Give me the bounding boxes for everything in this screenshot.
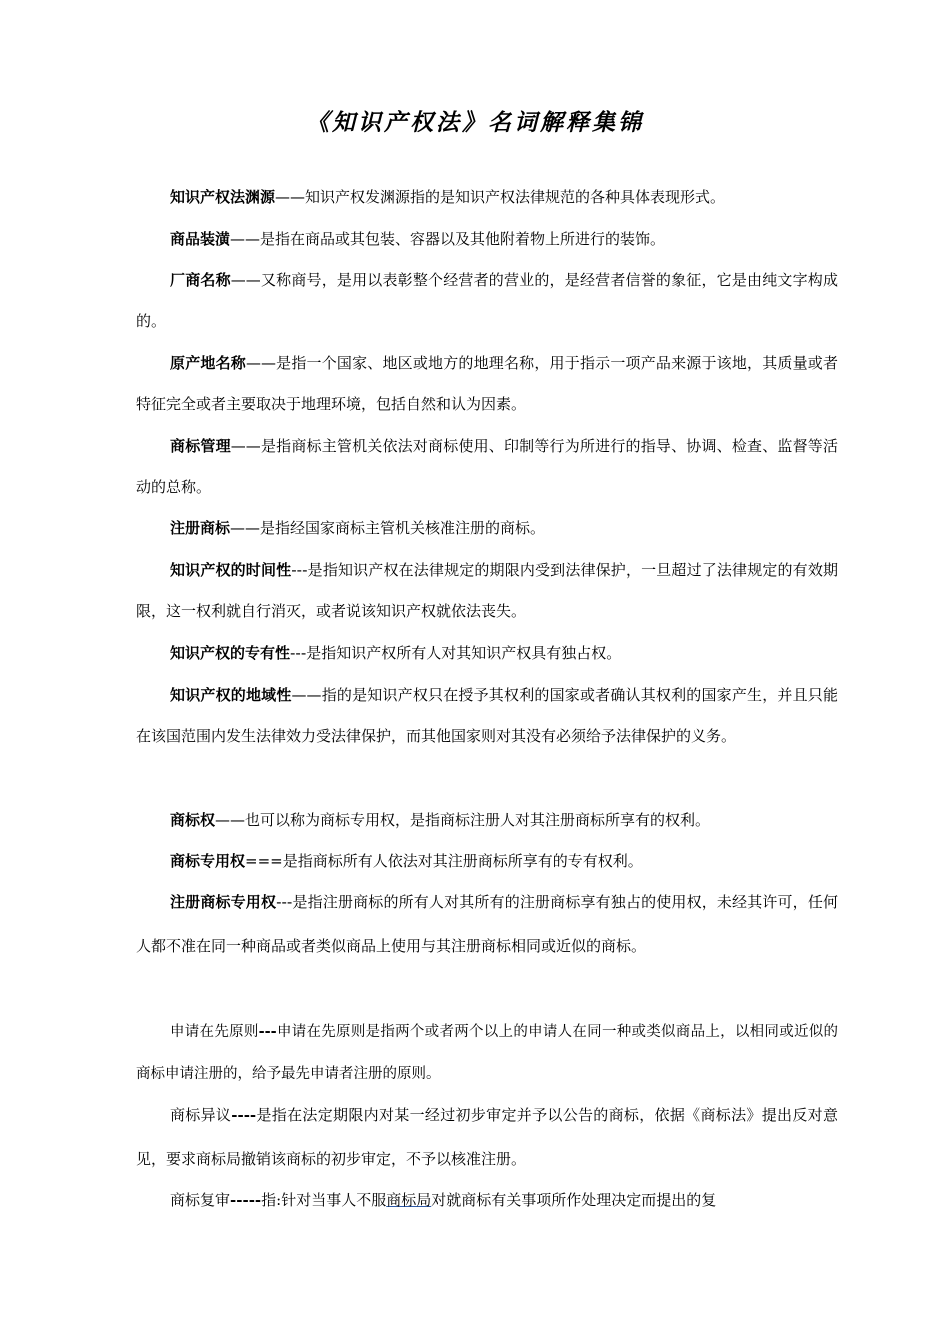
definition: 是指商标主管机关依法对商标使用、印制等行为所进行的指导、协调、检查、监督等活动的总称。 [136,437,838,496]
definition: 指的是知识产权只在授予其权利的国家或者确认其权利的国家产生，并且只能在该国范围内发生法律效力受法律保护，而其他国家则对其没有必须给予法律保护的义务。 [136,686,838,745]
definition: 知识产权发渊源指的是知识产权法律规范的各种具体表现形式。 [305,188,726,206]
definition-entry [136,1093,838,1181]
definition: 又称商号，是用以表彰整个经营者的营业的，是经营者信誉的象征，它是由纯文字构成的。 [136,271,838,330]
definition: 是指商标所有人依法对其注册商标所享有的专有权利。 [282,852,643,870]
term: 注册商标专用权 [170,893,277,911]
term: 知识产权法渊源 [170,188,276,206]
document-title: 《知识产权法》名词解释集锦 [306,109,644,136]
separator: —— [230,437,261,455]
definition: 是指知识产权在法律规定的期限内受到法律保护，一旦超过了法律规定的有效期限，这一权利就自行消灭，或者说该知识产权就依法丧失。 [136,561,838,620]
definition-entry [136,675,838,757]
separator: —— [215,811,246,829]
hyperlink-trademark-office[interactable]: 商标局 [386,1191,432,1209]
definition-entry [136,550,838,632]
separator: --- [290,644,307,662]
definition: 也可以称为商标专用权，是指商标注册人对其注册商标所享有的权利。 [245,811,711,829]
term: 商标复审 [170,1191,231,1209]
term: 知识产权的专有性 [170,644,291,662]
definition-entry [136,219,838,260]
separator: --- [291,561,308,579]
separator: ----- [230,1191,262,1209]
term: 原产地名称 [170,354,246,372]
definition-entry [136,1178,838,1222]
term: 商品装潢 [170,230,231,248]
definition-entry [136,426,838,508]
definition-entry [136,508,838,549]
separator: —— [291,686,322,704]
definition-entry [136,177,838,218]
term: 商标专用权 [170,852,246,870]
definition: 是指一个国家、地区或地方的地理名称，用于指示一项产品来源于该地，其质量或者特征完全或者主要取决于地理环境，包括自然和认为因素。 [136,354,838,413]
definition: 是指注册商标的所有人对其所有的注册商标享有独占的使用权，未经其许可，任何人都不准在同一种商品或者类似商品上使用与其注册商标相同或近似的商标。 [136,893,838,955]
term: 商标权 [170,811,216,829]
separator: --- [258,1023,277,1040]
separator: —— [230,230,261,248]
definition-entry [136,343,838,425]
definition: 指:针对当事人不服 [261,1191,387,1209]
separator: ---- [231,1106,257,1124]
definition-entry [136,260,838,342]
definition: 是指经国家商标主管机关核准注册的商标。 [260,519,546,537]
separator: === [245,852,283,870]
definition-entry [136,841,838,882]
definition-entry [136,633,838,674]
separator: —— [275,188,306,206]
definition-entry [136,800,838,841]
definition: 是指在法定期限内对某一经过初步审定并予以公告的商标，依据《商标法》提出反对意见，要求商标局撤销该商标的初步审定，不予以核准注册。 [136,1106,838,1168]
term: 商标管理 [170,437,231,455]
definition-continued: 对就商标有关事项所作处理决定而提出的复 [431,1191,717,1209]
term: 商标异议 [170,1106,232,1124]
separator: —— [230,271,261,289]
term: 厂商名称 [170,271,231,289]
term: 知识产权的时间性 [170,561,292,579]
term: 申请在先原则 [170,1024,259,1040]
separator: --- [276,893,293,911]
separator: —— [230,519,261,537]
term: 知识产权的地域性 [170,686,292,704]
definition: 是指知识产权所有人对其知识产权具有独占权。 [306,644,622,662]
term: 注册商标 [170,519,231,537]
separator: —— [245,354,276,372]
definition: 申请在先原则是指两个或者两个以上的申请人在同一种或类似商品上，以相同或近似的商标申请注册的，给予最先申请者注册的原则。 [136,1024,839,1082]
definition-entry [136,1011,838,1095]
definition-entry [136,880,838,968]
definition: 是指在商品或其包装、容器以及其他附着物上所进行的装饰。 [260,230,666,248]
